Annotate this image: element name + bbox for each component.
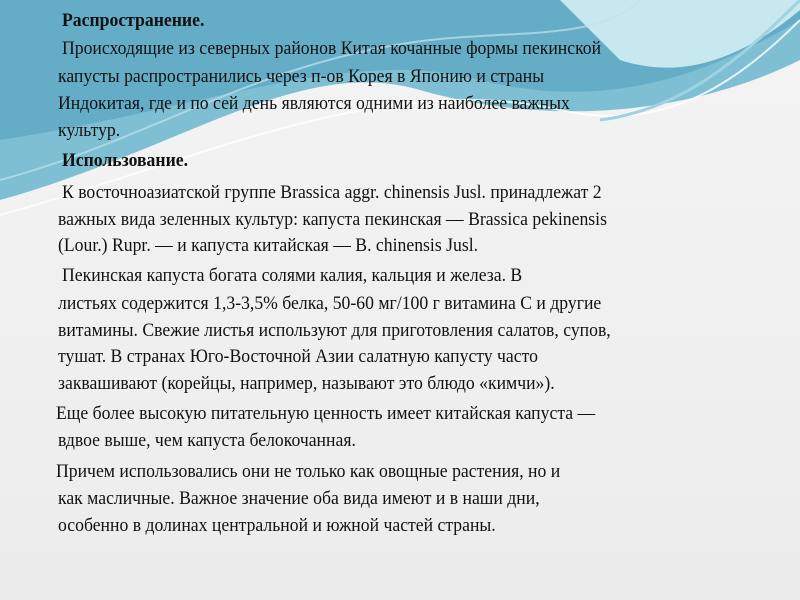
text-line: Еще более высокую питательную ценность имеет китайская капуста —: [56, 403, 596, 424]
text-line: тушат. В странах Юго-Восточной Азии салатную капусту часто: [58, 346, 538, 367]
text-line: листьях содержится 1,3-3,5% белка, 50-60 мг/100 г витамина С и другие: [58, 293, 602, 314]
heading-spread: Распространение.: [62, 10, 205, 31]
text-line: вдвое выше, чем капуста белокочанная.: [58, 430, 356, 451]
text-line: важных вида зеленных культур: капуста пекинская — Brassica pekinensis: [58, 209, 607, 230]
text-line: культур.: [58, 120, 121, 141]
text-line: заквашивают (корейцы, например, называют это блюдо «кимчи»).: [58, 373, 555, 394]
text-line: капусты распространились через п-ов Корея в Японию и страны: [58, 66, 545, 87]
text-line: К восточноазиатской группе Brassica aggr. chinensis Jusl. принадлежат 2: [62, 182, 602, 203]
text-line: Пекинская капуста богата солями калия, кальция и железа. В: [62, 265, 523, 286]
heading-use: Использование.: [62, 150, 189, 171]
text-line: как масличные. Важное значение оба вида имеют и в наши дни,: [58, 488, 540, 509]
text-line: Происходящие из северных районов Китая кочанные формы пекинской: [62, 38, 602, 59]
text-line: Причем использовались они не только как овощные растения, но и: [56, 461, 561, 482]
text-line: витамины. Свежие листья используют для приготовления салатов, супов,: [58, 320, 611, 341]
text-line: особенно в долинах центральной и южной частей страны.: [58, 515, 496, 536]
text-line: Индокитая, где и по сей день являются одними из наиболее важных: [58, 93, 570, 114]
text-line: (Lour.) Rupr. — и капуста китайская — B. chinensis Jusl.: [58, 235, 479, 256]
